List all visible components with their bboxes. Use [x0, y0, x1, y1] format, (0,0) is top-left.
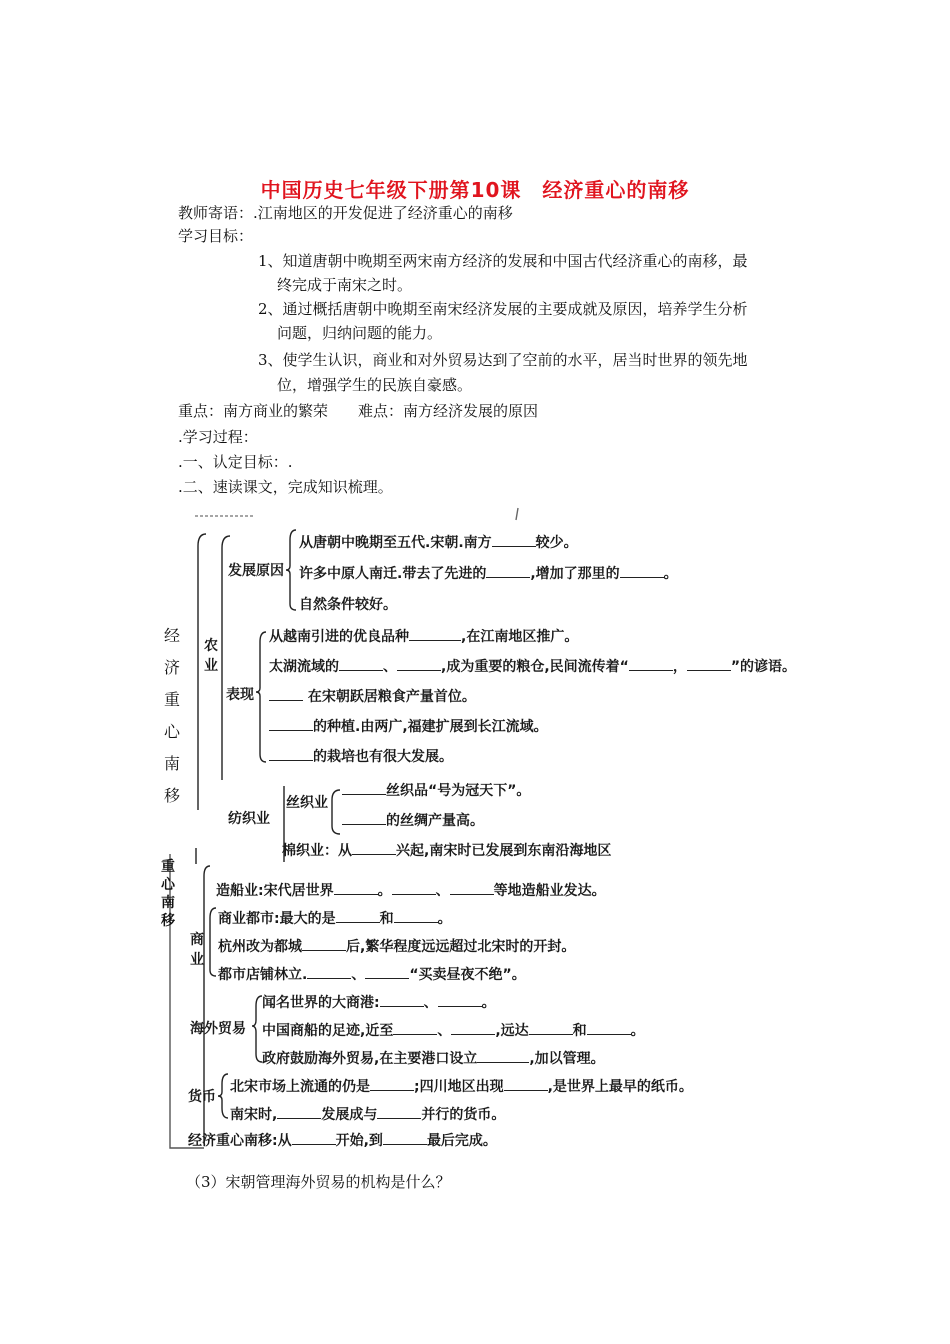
foreign-trade-1: 闻名世界的大商港: 、 。	[262, 992, 496, 1012]
blank[interactable]	[352, 840, 396, 855]
blank[interactable]	[394, 908, 438, 923]
silk-label: 丝织业	[286, 795, 328, 811]
objective-1-line2: 终完成于南宋之时。	[277, 276, 413, 294]
performance-1: 从越南引进的优良品种 ,在江南地区推广。	[269, 626, 578, 646]
objective-2-line1: 2、通过概括唐朝中晚期至南宋经济发展的主要成就及原因，培养学生分析	[258, 300, 748, 318]
secondary-vertical-label: 重心南移	[161, 859, 175, 929]
blank[interactable]	[380, 992, 424, 1007]
shipbuilding-line: 造船业:宋代居世界 。 、 等地造船业发达。	[216, 880, 606, 900]
blank[interactable]	[383, 1130, 427, 1145]
blank[interactable]	[492, 532, 536, 547]
blank[interactable]	[409, 626, 461, 641]
objective-2-line2: 问题，归纳问题的能力。	[277, 324, 443, 342]
blank[interactable]	[365, 964, 409, 979]
blank[interactable]	[269, 686, 303, 701]
blank[interactable]	[438, 992, 482, 1007]
foreign-trade-label: 海外贸易	[190, 1021, 246, 1037]
blank[interactable]	[370, 1076, 414, 1091]
blank[interactable]	[504, 1076, 548, 1091]
currency-2: 南宋时, 发展成与 并行的货币。	[230, 1104, 505, 1124]
blank[interactable]	[393, 1020, 437, 1035]
silk-2: 的丝绸产量高。	[342, 810, 484, 830]
blank[interactable]	[269, 746, 313, 761]
blank[interactable]	[339, 656, 383, 671]
textile-label: 纺织业	[228, 811, 270, 827]
blank[interactable]	[342, 810, 386, 825]
blank[interactable]	[377, 1104, 421, 1119]
blank[interactable]	[486, 563, 530, 578]
objectives-heading: 学习目标：	[178, 227, 254, 245]
blank[interactable]	[477, 1048, 529, 1063]
performance-label: 表现	[226, 687, 254, 703]
blank[interactable]	[342, 780, 386, 795]
question-3: （3）宋朝管理海外贸易的机构是什么？	[186, 1173, 451, 1191]
foreign-trade-2: 中国商船的足迹,近至 、 ,远达 和 。	[262, 1020, 645, 1040]
process-heading: .学习过程：	[178, 428, 258, 446]
page-title: 中国历史七年级下册第10课 经济重心的南移	[260, 178, 690, 202]
key-points: 重点：南方商业的繁荣 难点：南方经济发展的原因	[178, 402, 539, 420]
blank[interactable]	[277, 1104, 321, 1119]
blank[interactable]	[307, 964, 351, 979]
blank[interactable]	[450, 880, 494, 895]
silk-1: 丝织品“号为冠天下”。	[342, 780, 530, 800]
dev-reasons-label: 发展原因	[228, 563, 284, 579]
shops-line: 都市店铺林立. 、 “买卖昼夜不绝”。	[218, 964, 526, 984]
blank[interactable]	[397, 656, 441, 671]
reason-3: 自然条件较好。	[299, 597, 397, 613]
blank[interactable]	[336, 908, 380, 923]
performance-5: 的栽培也有很大发展。	[269, 746, 453, 766]
step-1: .一、认定目标：.	[178, 453, 293, 471]
blank[interactable]	[292, 1130, 336, 1145]
blank[interactable]	[620, 563, 664, 578]
performance-2: 太湖流域的 、 ,成为重要的粮仓,民间流传着“ ， ”的谚语。	[269, 656, 796, 676]
blank[interactable]	[392, 880, 436, 895]
reason-1: 从唐朝中晚期至五代.宋朝.南方 较少。	[299, 532, 578, 552]
foreign-trade-3: 政府鼓励海外贸易,在主要港口设立 ,加以管理。	[262, 1048, 605, 1068]
blank[interactable]	[587, 1020, 631, 1035]
cotton-line: 棉织业：从 兴起,南宋时已发展到东南沿海地区	[282, 840, 611, 860]
currency-label: 货币	[188, 1089, 216, 1105]
blank[interactable]	[302, 936, 346, 951]
blank[interactable]	[334, 880, 378, 895]
blank[interactable]	[451, 1020, 495, 1035]
step-2: .二、速读课文，完成知识梳理。	[178, 478, 393, 496]
blank[interactable]	[269, 716, 313, 731]
cities-line: 商业都市:最大的是 和 。	[218, 908, 452, 928]
blank[interactable]	[629, 656, 673, 671]
hangzhou-line: 杭州改为都城 后,繁华程度远远超过北宋时的开封。	[218, 936, 575, 956]
currency-1: 北宋市场上流通的仍是 ;四川地区出现 ,是世界上最早的纸币。	[230, 1076, 693, 1096]
economic-shift-line: 经济重心南移:从 开始,到 最后完成。	[188, 1130, 497, 1150]
main-vertical-label: 经济重心南移	[163, 626, 180, 805]
agriculture-label: 农业	[204, 638, 218, 674]
objective-3-line2: 位，增强学生的民族自豪感。	[277, 376, 473, 394]
performance-3: 在宋朝跃居粮食产量首位。	[269, 686, 476, 706]
reason-2: 许多中原人南迁.带去了先进的 ,增加了那里的 。	[299, 563, 678, 583]
objective-3-line1: 3、使学生认识，商业和对外贸易达到了空前的水平，居当时世界的领先地	[258, 351, 748, 369]
objective-1-line1: 1、知道唐朝中晚期至两宋南方经济的发展和中国古代经济重心的南移，最	[258, 252, 748, 270]
commerce-label: 商业	[190, 932, 204, 968]
blank[interactable]	[687, 656, 731, 671]
teacher-note: 教师寄语：.江南地区的开发促进了经济重心的南移	[178, 204, 513, 222]
blank[interactable]	[529, 1020, 573, 1035]
performance-4: 的种植.由两广,福建扩展到长江流域。	[269, 716, 548, 736]
